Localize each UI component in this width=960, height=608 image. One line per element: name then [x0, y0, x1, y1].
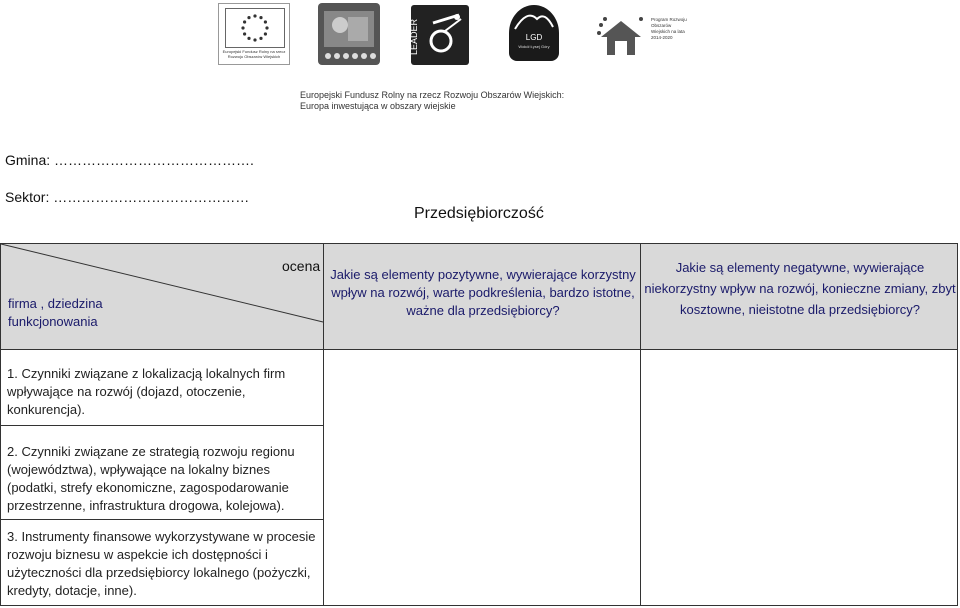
table-row-1-label: 1. Czynniki związane z lokalizacją lokalnych firm wpływające na rozwój (dojazd, otoczenie, konkurencja).	[7, 366, 286, 417]
leader-logo-2	[411, 5, 469, 65]
negative-column-header: Jakie są elementy negatywne, wywierające niekorzystny wpływ na rozwój, konieczne zmiany, zbyt kosztowne, nieistotne dla przedsiębiorcy?	[644, 260, 956, 317]
ocena-label: ocena	[282, 258, 321, 274]
leader-logo-1	[318, 3, 380, 65]
column-divider-1	[323, 244, 324, 605]
fund-caption-line-2: Europa inwestująca w obszary wiejskie	[300, 101, 456, 111]
lgd-logo-subtitle: Wokół Łysej Góry	[518, 44, 550, 49]
row-divider-1	[1, 425, 323, 426]
page-title: Przedsiębiorczość	[414, 205, 544, 222]
eu-flag-logo	[218, 3, 290, 65]
positive-column-header: Jakie są elementy pozytywne, wywierające korzystny wpływ na rozwój, warte podkreślenia, bardzo istotne, ważne dla przedsiębiorcy?	[330, 267, 636, 318]
fund-caption	[300, 90, 660, 112]
row-divider-2	[1, 519, 323, 520]
eu-stars-icon	[225, 8, 285, 48]
gmina-field: Gmina: …………………………………….	[5, 152, 254, 168]
logo-band	[0, 0, 960, 75]
sektor-field: Sektor: ……………………………………	[5, 189, 250, 205]
fund-caption-line-1: Europejski Fundusz Rolny na rzecz Rozwoju Obszarów Wiejskich:	[300, 90, 565, 100]
firma-label: firma , dziedzina funkcjonowania	[8, 296, 103, 329]
table-header	[1, 244, 957, 350]
prow-logo-text: Program Rozwoju Obszarów Wiejskich na lata 2014-2020	[651, 17, 687, 40]
lgd-logo-title: LGD	[525, 33, 543, 42]
prow-logo	[595, 15, 687, 67]
table-row-3-label: 3. Instrumenty finansowe wykorzystywane w procesie rozwoju biznesu w aspekcie ich dostępności i użyteczności dla przedsiębiorcy lokalnego (pożyczki, kredyty, dotacje, inne).	[7, 529, 316, 598]
leader-vertical-text: LEADER	[409, 18, 419, 55]
assessment-table	[0, 243, 958, 606]
lgd-logo	[509, 5, 559, 61]
table-row-2-label: 2. Czynniki związane ze strategią rozwoju regionu (województwa), wpływające na lokalny biznes (podatki, strefy ekonomiczne, zagospodarowanie przestrzenne, infrastruktura drogowa, kolejowa).	[7, 444, 295, 513]
column-divider-2	[640, 244, 641, 605]
eu-logo-caption: Europejski Fundusz Rolny na rzecz Rozwoju Obszarów Wiejskich	[222, 49, 286, 59]
